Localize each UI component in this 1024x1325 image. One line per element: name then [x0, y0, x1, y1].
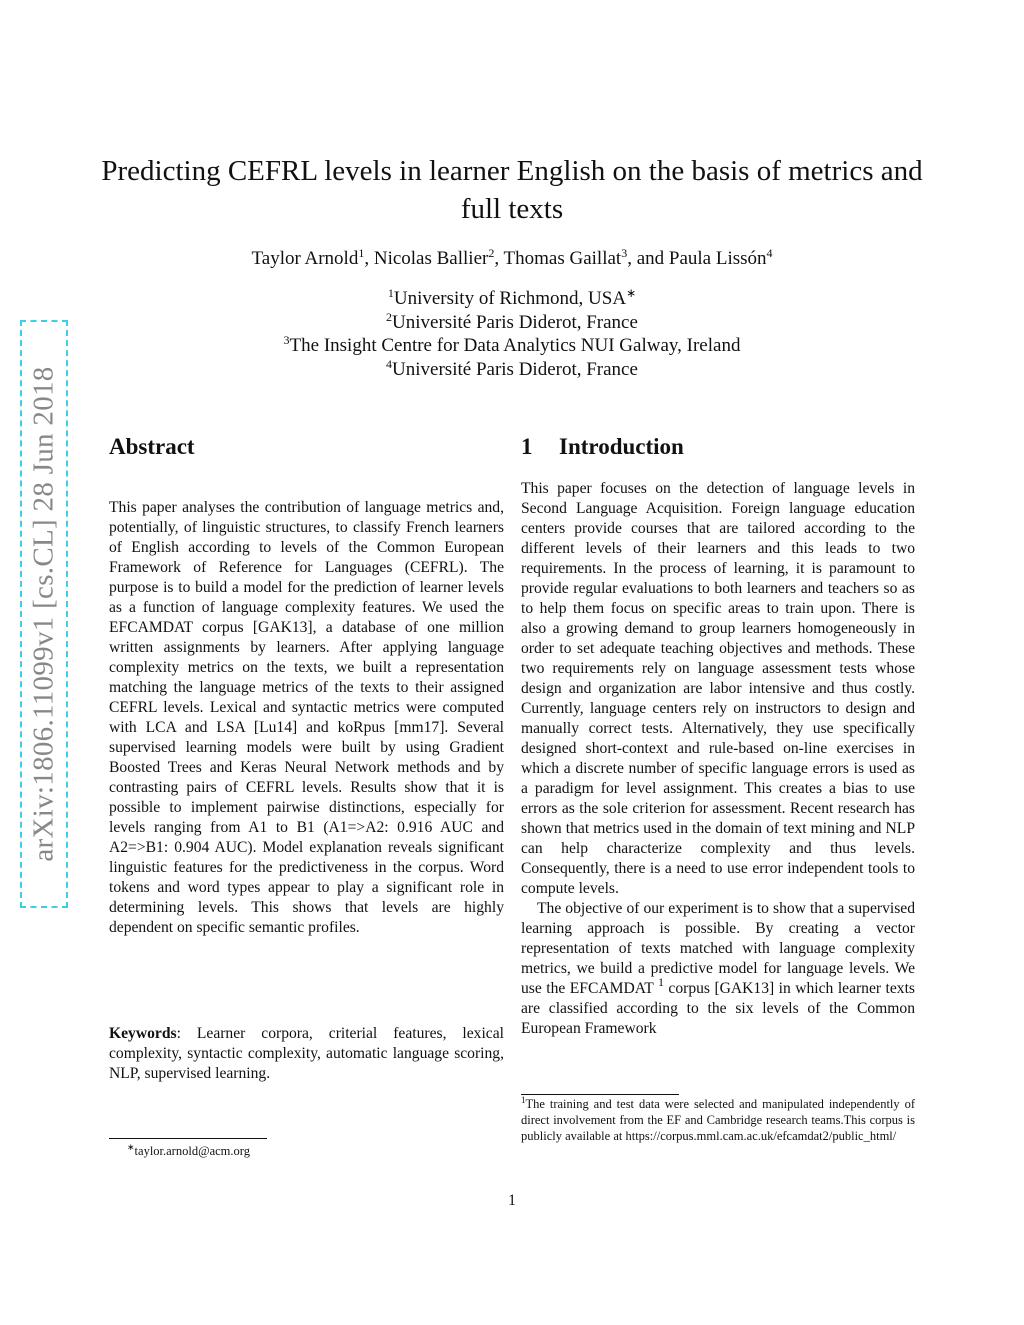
author-name: Nicolas Ballier: [373, 248, 489, 269]
author-sup: 4: [766, 246, 773, 260]
intro-p2-end: corpus [GAK13] in which learner texts are classified according to the six levels of the Common European Framework: [521, 980, 915, 1037]
section-title: Introduction: [559, 434, 684, 459]
author-name: Taylor Arnold: [251, 248, 359, 269]
footnote-mark: 1: [521, 1095, 526, 1105]
author-sep: ,: [364, 248, 374, 269]
footnote-ref: 1: [657, 975, 664, 989]
footnote-data-text: The training and test data were selected and manipulated independently of direct involvement from the EF and Cambridge research teams.This corpus is publicly available at https://corpus.mml.cam.ac.uk/efcamdat2/public_html/: [521, 1097, 915, 1143]
page-number: 1: [508, 1192, 516, 1209]
section-number: 1: [521, 434, 533, 459]
footnote-rule-right: [521, 1094, 679, 1095]
abstract-text: This paper analyses the contribution of language metrics and, potentially, of linguistic structures, to classify French learners of English according to levels of the Common European Framework of Reference for Languages (CEFRL). The purpose is to build a model for the prediction of learner levels as a function of language complexity features. We used the EFCAMDAT corpus [GAK13], a database of one million written assignments by learners. After applying language complexity metrics on the texts, we built a representation matching the language metrics of the texts to their assigned CEFRL levels. Lexical and syntactic metrics were computed with LCA and LSA [Lu14] and koRpus [mm17]. Several supervised learning models were built by using Gradient Boosted Trees and Keras Neural Network methods and by contrasting pairs of CEFRL levels. Results show that it is possible to implement pairwise distinctions, especially for levels ranging from A1 to B1 (A1=>A2: 0.916 AUC and A2=>B1: 0.904 AUC). Model explanation reveals significant linguistic features for the predictiveness in the corpus. Word tokens and word types appear to play a significant role in determining levels. This shows that levels are highly dependent on specific semantic profiles.: [109, 499, 504, 936]
abstract-body: [109, 498, 504, 938]
keywords-label: Keywords: [109, 1025, 177, 1042]
author-sup: 3: [621, 246, 628, 260]
affiliation-sup: 4: [386, 356, 393, 371]
footnote-rule-left: [109, 1138, 267, 1139]
footnote-email: [127, 1143, 427, 1159]
paper-title: Predicting CEFRL levels in learner English on the basis of metrics and full texts: [101, 155, 923, 225]
author-name: Paula Lissón: [668, 248, 767, 269]
affiliation-text: The Insight Centre for Data Analytics NUI Galway, Ireland: [289, 335, 741, 356]
intro-paragraph-1: This paper focuses on the detection of language levels in Second Language Acquisition. Foreign language education centers provide courses that are tailored according to the different levels of their learners and this leads to two requirements. In the process of learning, it is paramount to provide regular evaluations to both learners and teachers so as to help them focus on specific areas to train upon. There is also a growing demand to group learners homogeneously in order to set adequate teaching objectives and methods. These two requirements rely on language assessment tests whose design and organization are labor intensive and thus costly. Currently, language centers rely on instructors to design and manually correct tests. Alternatively, they use specifically designed short-context and rule-based on-line exercises in which a discrete number of specific language errors is used as a paradigm for level assignment. This creates a bias to use errors as the sole criterion for assessment. Recent research has shown that metrics used in the domain of text mining and NLP can help characterize complexity and thus levels. Consequently, there is a need to use error independent tools to compute levels.: [521, 480, 915, 897]
author-sup: 1: [358, 246, 365, 260]
author-name: Thomas Gaillat: [503, 248, 622, 269]
author-list: [100, 248, 924, 270]
author-sep: , and: [627, 248, 669, 269]
affiliation-text: Université Paris Diderot, France: [392, 311, 638, 333]
author-sup: 2: [488, 246, 495, 260]
affiliation-sup: 3: [283, 333, 290, 347]
keywords-block: [109, 1024, 504, 1084]
intro-paragraph-2: [521, 899, 915, 1039]
affiliation-text: University of Richmond, USA: [393, 288, 627, 309]
affiliation-sup: 1: [387, 286, 394, 300]
footnote-data: [521, 1096, 915, 1144]
introduction-body: [521, 479, 915, 1039]
intro-p2-start: The objective of our experiment is to show that a supervised learning approach is possible. By creating a vector representation of texts matched with language complexity metrics, we build a predictive model for language levels. We use the EFCAMDAT: [521, 900, 915, 997]
affiliation-sup: 2: [386, 309, 393, 324]
keywords-text: : Learner corpora, criterial features, lexical complexity, syntactic complexity, automatic language scoring, NLP, supervised learning.: [109, 1025, 504, 1082]
affiliation-list: [100, 287, 924, 381]
arxiv-stamp-text: arXiv:1806.11099v1 [cs.CL] 28 Jun 2018: [27, 366, 60, 862]
affiliation: [100, 358, 924, 382]
author-sep: ,: [494, 248, 504, 269]
affiliation-text: Université Paris Diderot, France: [392, 358, 638, 380]
introduction-heading: [521, 434, 684, 460]
affiliation: [100, 287, 924, 311]
affiliation-mark: ∗: [626, 286, 637, 300]
footnote-mark: ∗: [127, 1142, 135, 1152]
abstract-heading: Abstract: [109, 434, 195, 459]
affiliation: [100, 334, 924, 358]
arxiv-stamp: [20, 320, 68, 908]
affiliation: [100, 311, 924, 335]
footnote-email-text: taylor.arnold@acm.org: [134, 1144, 250, 1158]
